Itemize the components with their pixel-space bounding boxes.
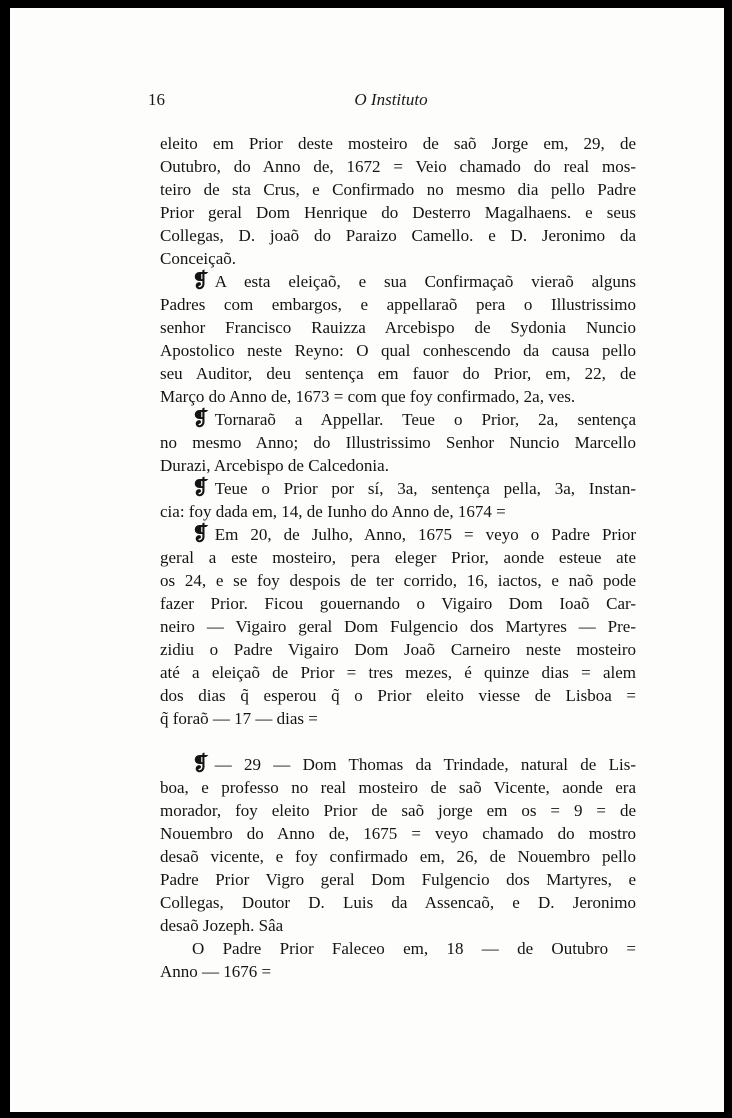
line-text: os 24, e se foy despois de ter corrido, 16, iactos, e naõ pode [160,571,636,590]
text-line [160,385,636,408]
page-header [148,90,634,114]
line-text: Padre Prior Vigro geral Dom Fulgencio dos Martyres, e [160,870,636,889]
line-text: Collegas, Doutor D. Luis da Assencaõ, e D. Jeronimo [160,893,636,912]
text-line [160,799,636,822]
paragraph [160,753,636,937]
line-text: Apostolico neste Reyno: O qual conhescendo da causa pello [160,341,636,360]
line-text: Prior geral Dom Henrique do Desterro Magalhaens. e seus [160,203,636,222]
text-line [160,477,636,500]
text-line [160,523,636,546]
text-line [160,638,636,661]
line-text: A esta eleiçaõ, e sua Confirmaçaõ vieraõ alguns [214,272,636,291]
paragraph [160,270,636,408]
line-text: Anno — 1676 = [160,962,272,981]
line-text: senhor Francisco Rauizza Arcebispo de Sydonia Nuncio [160,318,636,337]
text-line [160,408,636,431]
line-text: fazer Prior. Ficou gouernando o Vigairo Dom Ioaõ Car- [160,594,636,613]
line-text: Collegas, D. joaõ do Paraizo Camello. e D. Jeronimo da [160,226,636,245]
text-line [160,592,636,615]
paragraph [160,937,636,983]
line-text: até a eleiçaõ de Prior = tres mezes, é quinze dias = alem [160,663,636,682]
line-text: eleito em Prior deste mosteiro de saõ Jorge em, 29, de [160,134,636,153]
paragraph [160,408,636,477]
text-line [160,155,636,178]
text-line [160,224,636,247]
text-line [160,868,636,891]
text-line [160,753,636,776]
line-text: geral a este mosteiro, pera eleger Prior, aonde esteue ate [160,548,636,567]
text-line [160,546,636,569]
line-text: cia: foy dada em, 14, de Iunho do Anno de, 1674 = [160,502,506,521]
text-line [160,960,636,983]
pilcrow-mark: ❡ [192,523,209,545]
text-line [160,661,636,684]
line-text: Conceiçaõ. [160,249,236,268]
line-text: Tornaraõ a Appellar. Teue o Prior, 2a, sentença [214,410,636,429]
line-text: teiro de sta Crus, e Confirmado no mesmo dia pello Padre [160,180,636,199]
text-line [160,569,636,592]
text-line [160,822,636,845]
line-text: dos dias q̃ esperou q̃ o Prior eleito viesse de Lisboa = [160,686,636,705]
line-text: Padres com embargos, e appellaraõ pera o Illustrissimo [160,295,636,314]
text-line [160,270,636,293]
line-text: Nouembro do Anno de, 1675 = veyo chamado do mostro [160,824,636,843]
line-text: zidiu o Padre Vigairo Dom Joaõ Carneiro neste mosteiro [160,640,636,659]
line-text: O Padre Prior Faleceo em, 18 — de Outubro = [192,939,636,958]
text-line [160,776,636,799]
line-text: seu Auditor, deu sentença em fauor do Prior, em, 22, de [160,364,636,383]
text-line [160,316,636,339]
text-line [160,937,636,960]
text-line [160,914,636,937]
line-text: desaõ vicente, e foy confirmado em, 26, de Nouembro pello [160,847,636,866]
paragraph [160,132,636,270]
text-line [160,339,636,362]
text-line [160,500,636,523]
text-line [160,178,636,201]
pilcrow-mark: ❡ [192,408,209,430]
text-line [160,845,636,868]
text-line [160,293,636,316]
text-line [160,362,636,385]
line-text: no mesmo Anno; do Illustrissimo Senhor Nuncio Marcello [160,433,636,452]
page-number: 16 [148,90,165,109]
line-text: Março do Anno de, 1673 = com que foy confirmado, 2a, ves. [160,387,576,406]
line-text: desaõ Jozeph. Sâa [160,916,284,935]
line-text: boa, e professo no real mosteiro de saõ Vicente, aonde era [160,778,636,797]
line-text: Em 20, de Julho, Anno, 1675 = veyo o Padre Prior [214,525,636,544]
paragraph [160,523,636,730]
line-text: — 29 — Dom Thomas da Trindade, natural de Lis- [214,755,636,774]
text-line [160,615,636,638]
line-text: Outubro, do Anno de, 1672 = Veio chamado do real mos- [160,157,636,176]
pilcrow-mark: ❡ [192,753,209,775]
text-line [160,454,636,477]
paragraph [160,477,636,523]
text-line [160,891,636,914]
text-line [160,684,636,707]
text-line [160,247,636,270]
pilcrow-mark: ❡ [192,477,209,499]
paragraph-gap [160,730,636,753]
line-text: Teue o Prior por sí, 3a, sentença pella, 3a, Instan- [214,479,636,498]
pilcrow-mark: ❡ [192,270,209,292]
text-line [160,201,636,224]
running-title: O Instituto [354,90,428,109]
line-text: q̃ foraõ — 17 — dias = [160,709,318,728]
line-text: neiro — Vigairo geral Dom Fulgencio dos Martyres — Pre- [160,617,636,636]
book-page [10,8,724,1112]
line-text: Durazi, Arcebispo de Calcedonia. [160,456,389,475]
text-line [160,707,636,730]
text-line [160,431,636,454]
body-text [160,132,636,983]
text-line [160,132,636,155]
line-text: morador, foy eleito Prior de saõ jorge em os = 9 = de [160,801,636,820]
